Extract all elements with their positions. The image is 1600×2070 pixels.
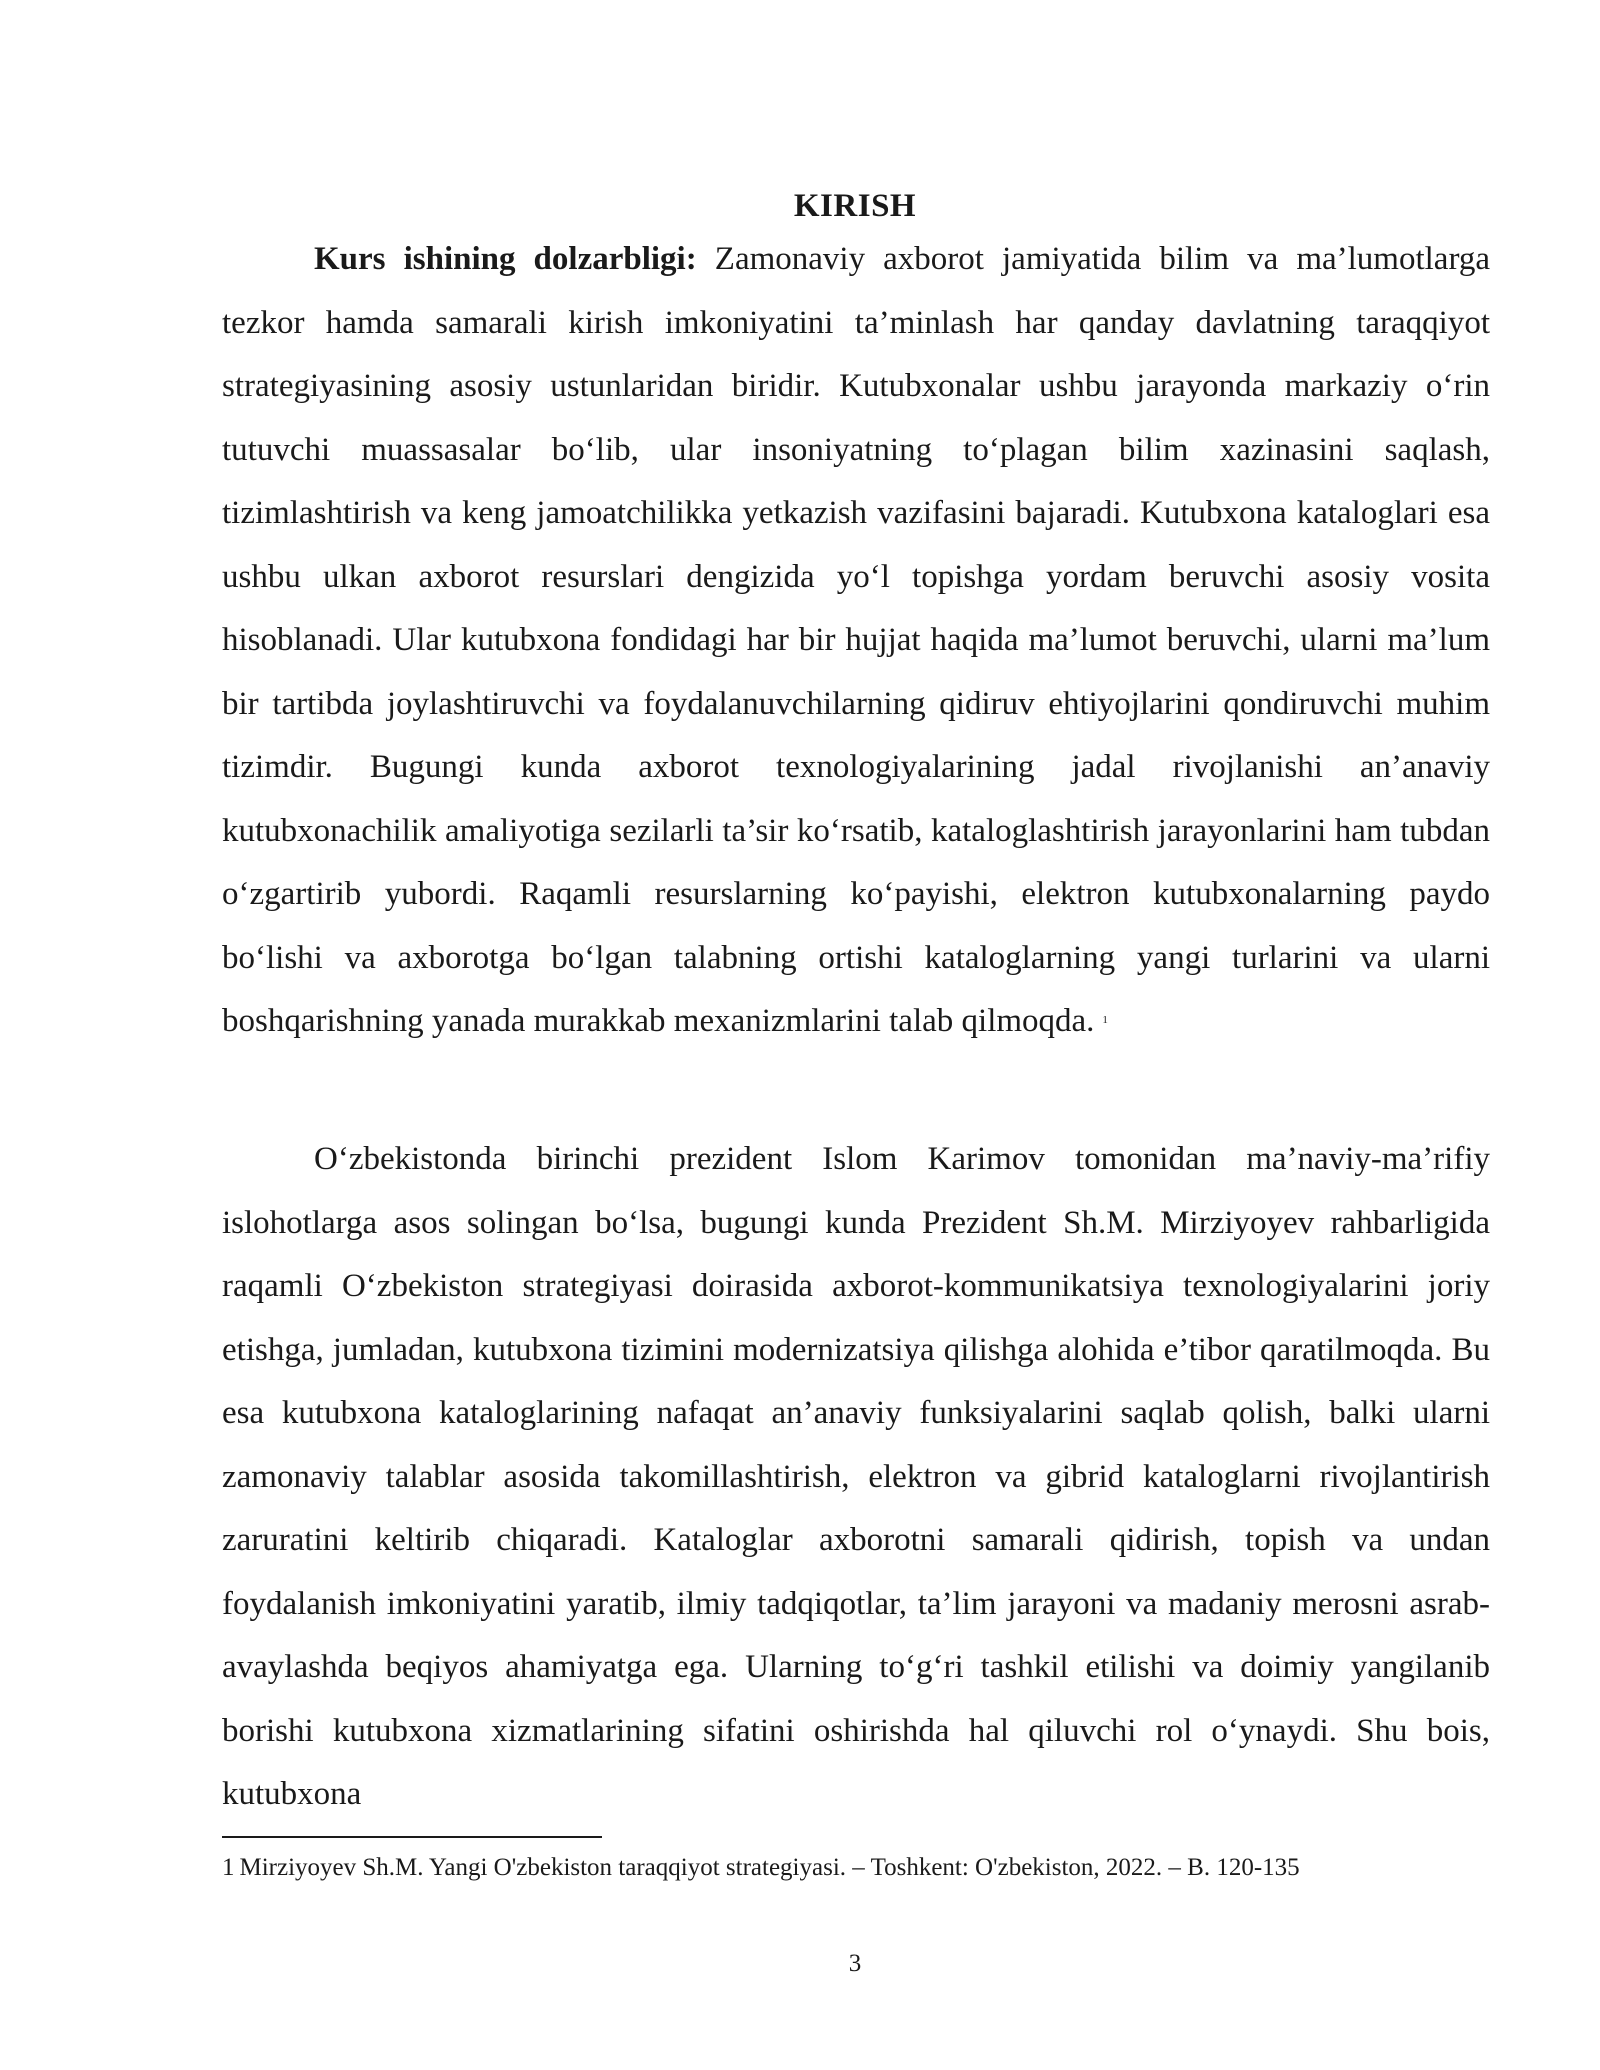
footnote <box>222 1853 1522 1883</box>
page-number: 3 <box>848 1950 862 1977</box>
section-heading: KIRISH <box>793 188 917 224</box>
footnote-number: 1 <box>222 1854 235 1881</box>
footnote-reference[interactable]: 1 <box>1102 1014 1108 1026</box>
paragraph-text: Zamonaviy axborot jamiyatida bilim va ma’lumotlarga tezkor hamda samarali kirish imkoniyatini ta’minlash har qanday davlatning taraqqiyot strategiyasining asosiy ustunlaridan biridir. Kutubxonalar ushbu jarayonda markaziy oʻrin tutuvchi muassasalar boʻlib, ular insoniyatning toʻplagan bilim xazinasini saqlash, tizimlashtirish va keng jamoatchilikka yetkazish vazifasini bajaradi. Kutubxona kataloglari esa ushbu ulkan axborot resurslari dengizida yoʻl topishga yordam beruvchi asosiy vosita hisoblanadi. Ular kutubxona fondidagi har bir hujjat haqida ma’lumot beruvchi, ularni ma’lum bir tartibda joylashtiruvchi va foydalanuvchilarning qidiruv ehtiyojlarini qondiruvchi muhim tizimdir. Bugungi kunda axborot texnologiyalarining jadal rivojlanishi an’anaviy kutubxonachilik amaliyotiga sezilarli ta’sir koʻrsatib, kataloglashtirish jarayonlarini ham tubdan oʻzgartirib yubordi. Raqamli resurslarning koʻpayishi, elektron kutubxonalarning paydo boʻlishi va axborotga boʻlgan talabning ortishi kataloglarning yangi turlarini va ularni boshqarishning yanada murakkab mexanizmlarini talab qilmoqda. <box>222 241 1490 1039</box>
paragraph-uzbekistan: Oʻzbekistonda birinchi prezident Islom Karimov tomonidan ma’naviy-ma’rifiy islohotlarga asos solingan boʻlsa, bugungi kunda Prezident Sh.M. Mirziyoyev rahbarligida raqamli Oʻzbekiston strategiyasi doirasida axborot-kommunikatsiya texnologiyalarini joriy etishga, jumladan, kutubxona tizimini modernizatsiya qilishga alohida e’tibor qaratilmoqda. Bu esa kutubxona kataloglarining nafaqat an’anaviy funksiyalarini saqlab qolish, balki ularni zamonaviy talablar asosida takomillashtirish, elektron va gibrid kataloglarni rivojlantirish zaruratini keltirib chiqaradi. Kataloglar axborotni samarali qidirish, topish va undan foydalanish imkoniyatini yaratib, ilmiy tadqiqotlar, ta’lim jarayoni va madaniy merosni asrab-avaylashda beqiyos ahamiyatga ega. Ularning toʻgʻri tashkil etilishi va doimiy yangilanib borishi kutubxona xizmatlarining sifatini oshirishda hal qiluvchi rol oʻynaydi. Shu bois, kutubxona <box>222 1141 1490 1812</box>
footnote-text: Mirziyoyev Sh.M. Yangi O'zbekiston taraqqiyot strategiyasi. – Toshkent: O'zbekiston, 2022. – B. 120-135 <box>239 1854 1300 1881</box>
paragraph-lead: Kurs ishining dolzarbligi: <box>314 241 697 277</box>
paragraph-relevance <box>222 228 1490 1054</box>
footnote-divider <box>222 1836 602 1838</box>
